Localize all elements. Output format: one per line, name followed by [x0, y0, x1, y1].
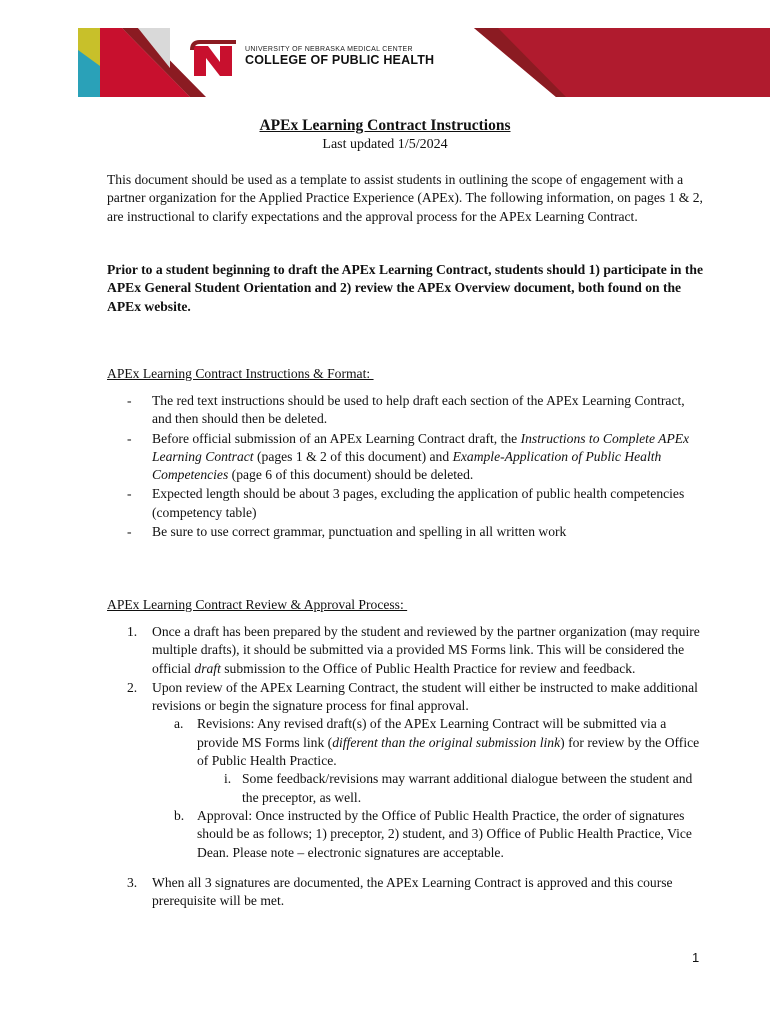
list-item-text: The red text instructions should be used to help draft each section of the APEx Learning Contract, and then should then be deleted. [152, 393, 685, 427]
sub-list-item [152, 715, 707, 806]
unmc-logo-mark [190, 40, 236, 76]
list-item [107, 679, 707, 862]
list-item-text: When all 3 signatures are documented, the APEx Learning Contract is approved and this course prerequisite will be met. [152, 874, 673, 909]
letter-marker: a. [174, 716, 184, 732]
college-name: COLLEGE OF PUBLIC HEALTH [245, 53, 435, 67]
list-item [107, 874, 707, 911]
list-item-italic: Example-Application of Public Health Competencies [152, 448, 662, 483]
prerequisite-paragraph: Prior to a student beginning to draft the APEx Learning Contract, students should 1) participate in the APEx General Student Orientation and 2) review the APEx Overview document, both found on the APEx website. [107, 262, 704, 314]
sub-list-item [152, 807, 707, 862]
list-item [107, 485, 707, 522]
intro-paragraph: This document should be used as a template to assist students in outlining the scope of engagement with a partner organization for the Applied Practice Experience (APEx). The following information, on pages 1 & 2, are instructional to clarify expectations and the approval process for the APEx Learning Contract. [107, 172, 703, 224]
list-item [107, 623, 707, 678]
list-item-italic: different than the original submission link [332, 734, 561, 750]
list-item-text: Be sure to use correct grammar, punctuation and spelling in all written work [152, 524, 567, 540]
section-heading-instructions: APEx Learning Contract Instructions & Format: [107, 366, 374, 381]
university-name: UNIVERSITY OF NEBRASKA MEDICAL CENTER [245, 46, 413, 53]
list-item-text: Upon review of the APEx Learning Contract, the student will either be instructed to make additional revisions or begin the signature process for final approval. [152, 679, 698, 714]
list-item-text: ) for review by the Office of Public Health Practice. [197, 734, 700, 769]
list-item-text: Expected length should be about 3 pages, excluding the application of public health competencies (competency table) [152, 486, 685, 520]
list-item-text: (pages 1 & 2 of this document) and [253, 448, 453, 464]
dash-marker: - [127, 430, 132, 446]
number-marker: 3. [127, 874, 138, 890]
list-item-text: Approval: Once instructed by the Office of Public Health Practice, the order of signatures should be as follows; 1) preceptor, 2) student, and 3) Office of Public Health Practice, Vice Dean. Please note – electronic signatures are acceptable. [197, 807, 692, 860]
dash-marker: - [127, 524, 132, 540]
document-title: APEx Learning Contract Instructions [259, 117, 511, 134]
list-item-text: submission to the Office of Public Health Practice for review and feedback. [220, 660, 636, 676]
instructions-list [107, 392, 707, 542]
section-heading-approval: APEx Learning Contract Review & Approval Process: [107, 597, 408, 612]
list-item-text: (page 6 of this document) should be deleted. [228, 467, 474, 483]
list-item [107, 430, 707, 485]
list-item-text: Before official submission of an APEx Learning Contract draft, the [152, 430, 521, 446]
list-item [107, 523, 707, 541]
page-number: 1 [692, 950, 700, 965]
list-item-italic: draft [194, 660, 221, 676]
list-item-italic: Instructions to Complete APEx Learning Contract [152, 430, 690, 464]
list-item-text: Revisions: Any revised draft(s) of the APEx Learning Contract will be submitted via a provide MS Forms link ( [197, 716, 667, 750]
approval-process-list [107, 623, 707, 910]
number-marker: 2. [127, 679, 138, 695]
list-item-text: Once a draft has been prepared by the student and reviewed by the partner organization (may require multiple drafts), it should be submitted via a provided MS Forms link. This will be considered the official [152, 624, 700, 676]
last-updated: Last updated 1/5/2024 [322, 137, 448, 152]
roman-marker: i. [224, 771, 232, 787]
list-item [107, 392, 707, 429]
number-marker: 1. [127, 624, 138, 639]
sub-sub-list [197, 770, 707, 807]
letter-marker: b. [174, 807, 185, 823]
dash-marker: - [127, 486, 132, 502]
sub-list [152, 715, 707, 861]
sub-sub-list-item [197, 770, 707, 807]
list-item-text: Some feedback/revisions may warrant additional dialogue between the student and the preceptor, as well. [242, 771, 693, 805]
dash-marker: - [127, 393, 132, 408]
